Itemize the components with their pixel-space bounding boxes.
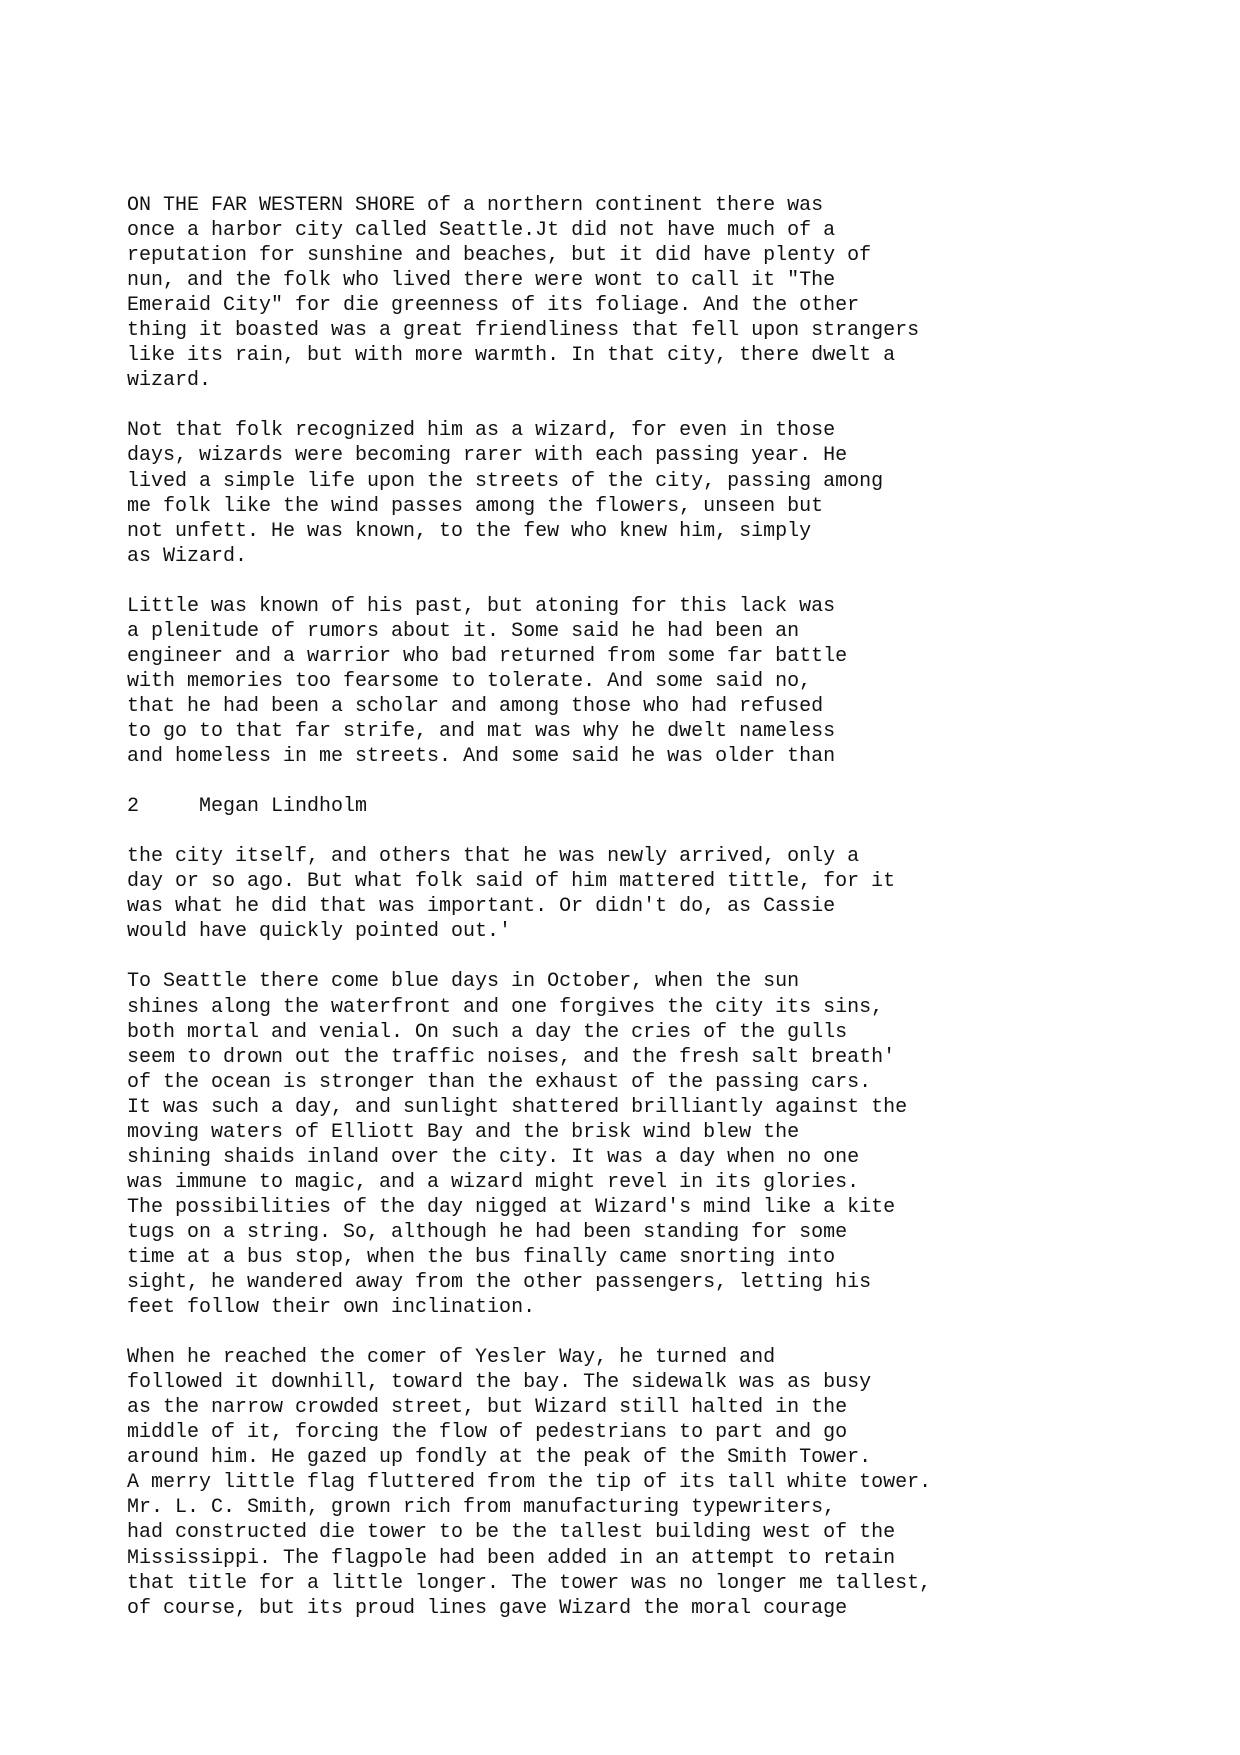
paragraph-4 <box>127 844 1127 944</box>
text-line: It was such a day, and sunlight shattered brilliantly against the <box>127 1095 908 1119</box>
text-line: time at a bus stop, when the bus finally came snorting into <box>127 1245 836 1269</box>
text-line: day or so ago. But what folk said of him mattered tittle, for it <box>127 870 896 894</box>
text-line: nun, and the folk who lived there were wont to call it "The <box>127 269 836 293</box>
text-line: was what he did that was important. Or didn't do, as Cassie <box>127 895 836 919</box>
text-line: a plenitude of rumors about it. Some said he had been an <box>127 619 800 643</box>
text-line: would have quickly pointed out.' <box>127 920 512 944</box>
text-line: Mr. L. C. Smith, grown rich from manufacturing typewriters, <box>127 1496 836 1520</box>
text-line: A merry little flag fluttered from the tip of its tall white tower. <box>127 1471 932 1495</box>
text-line: Little was known of his past, but atoning for this lack was <box>127 594 836 618</box>
text-line: The possibilities of the day nigged at Wizard's mind like a kite <box>127 1195 896 1219</box>
text-line: not unfett. He was known, to the few who knew him, simply <box>127 519 812 543</box>
text-line: feet follow their own inclination. <box>127 1296 536 1320</box>
text-line: tugs on a string. So, although he had been standing for some <box>127 1220 848 1244</box>
text-line: When he reached the comer of Yesler Way, he turned and <box>127 1346 776 1370</box>
text-line: me folk like the wind passes among the flowers, unseen but <box>127 494 824 518</box>
text-line: sight, he wandered away from the other passengers, letting his <box>127 1271 872 1295</box>
text-line: reputation for sunshine and beaches, but it did have plenty of <box>127 244 872 268</box>
text-line: once a harbor city called Seattle.Jt did not have much of a <box>127 219 836 243</box>
paragraph-3 <box>127 594 1127 769</box>
text-line: Mississippi. The flagpole had been added in an attempt to retain <box>127 1546 896 1570</box>
text-line: shines along the waterfront and one forgives the city its sins, <box>127 995 884 1019</box>
paragraph-gap <box>127 393 1127 418</box>
text-line: wizard. <box>127 369 212 393</box>
paragraph-gap <box>127 769 1127 794</box>
text-line: thing it boasted was a great friendliness that fell upon strangers <box>127 319 920 343</box>
text-line: lived a simple life upon the streets of the city, passing among <box>127 469 884 493</box>
text-line: and homeless in me streets. And some said he was older than <box>127 745 836 769</box>
running-header-author: Megan Lindholm <box>199 795 368 819</box>
text-line: Not that folk recognized him as a wizard, for even in those <box>127 419 836 443</box>
text-line: seem to drown out the traffic noises, and the fresh salt breath' <box>127 1045 896 1069</box>
text-line: shining shaids inland over the city. It was a day when no one <box>127 1145 860 1169</box>
text-line: days, wizards were becoming rarer with each passing year. He <box>127 444 848 468</box>
text-line: had constructed die tower to be the tallest building west of the <box>127 1521 896 1545</box>
paragraph-6 <box>127 1345 1127 1621</box>
text-line: moving waters of Elliott Bay and the brisk wind blew the <box>127 1120 800 1144</box>
paragraph-gap <box>127 1320 1127 1345</box>
text-line: with memories too fearsome to tolerate. And some said no, <box>127 669 812 693</box>
text-line: of the ocean is stronger than the exhaust of the passing cars. <box>127 1070 872 1094</box>
text-line: followed it downhill, toward the bay. The sidewalk was as busy <box>127 1371 872 1395</box>
text-line: middle of it, forcing the flow of pedestrians to part and go <box>127 1421 848 1445</box>
text-line: to go to that far strife, and mat was why he dwelt nameless <box>127 719 836 743</box>
text-line: both mortal and venial. On such a day the cries of the gulls <box>127 1020 848 1044</box>
paragraph-gap <box>127 569 1127 594</box>
text-line: that he had been a scholar and among those who had refused <box>127 694 824 718</box>
text-line: around him. He gazed up fondly at the peak of the Smith Tower. <box>127 1446 872 1470</box>
text-line: was immune to magic, and a wizard might revel in its glories. <box>127 1170 860 1194</box>
text-line: as the narrow crowded street, but Wizard still halted in the <box>127 1396 848 1420</box>
paragraph-5 <box>127 969 1127 1320</box>
text-line: To Seattle there come blue days in October, when the sun <box>127 970 800 994</box>
page-text <box>127 193 1127 1621</box>
running-header <box>127 794 1127 819</box>
text-line: as Wizard. <box>127 544 248 568</box>
text-line: like its rain, but with more warmth. In that city, there dwelt a <box>127 344 896 368</box>
paragraph-gap <box>127 819 1127 844</box>
page-number: 2 <box>127 795 140 819</box>
text-line: engineer and a warrior who bad returned from some far battle <box>127 644 848 668</box>
text-line: that title for a little longer. The tower was no longer me tallest, <box>127 1571 932 1595</box>
text-line: ON THE FAR WESTERN SHORE of a northern continent there was <box>127 194 824 217</box>
text-line: of course, but its proud lines gave Wizard the moral courage <box>127 1596 848 1620</box>
text-line: Emeraid City" for die greenness of its foliage. And the other <box>127 294 860 318</box>
paragraph-gap <box>127 944 1127 969</box>
text-line: the city itself, and others that he was newly arrived, only a <box>127 845 860 869</box>
paragraph-2 <box>127 418 1127 568</box>
paragraph-1 <box>127 193 1127 393</box>
